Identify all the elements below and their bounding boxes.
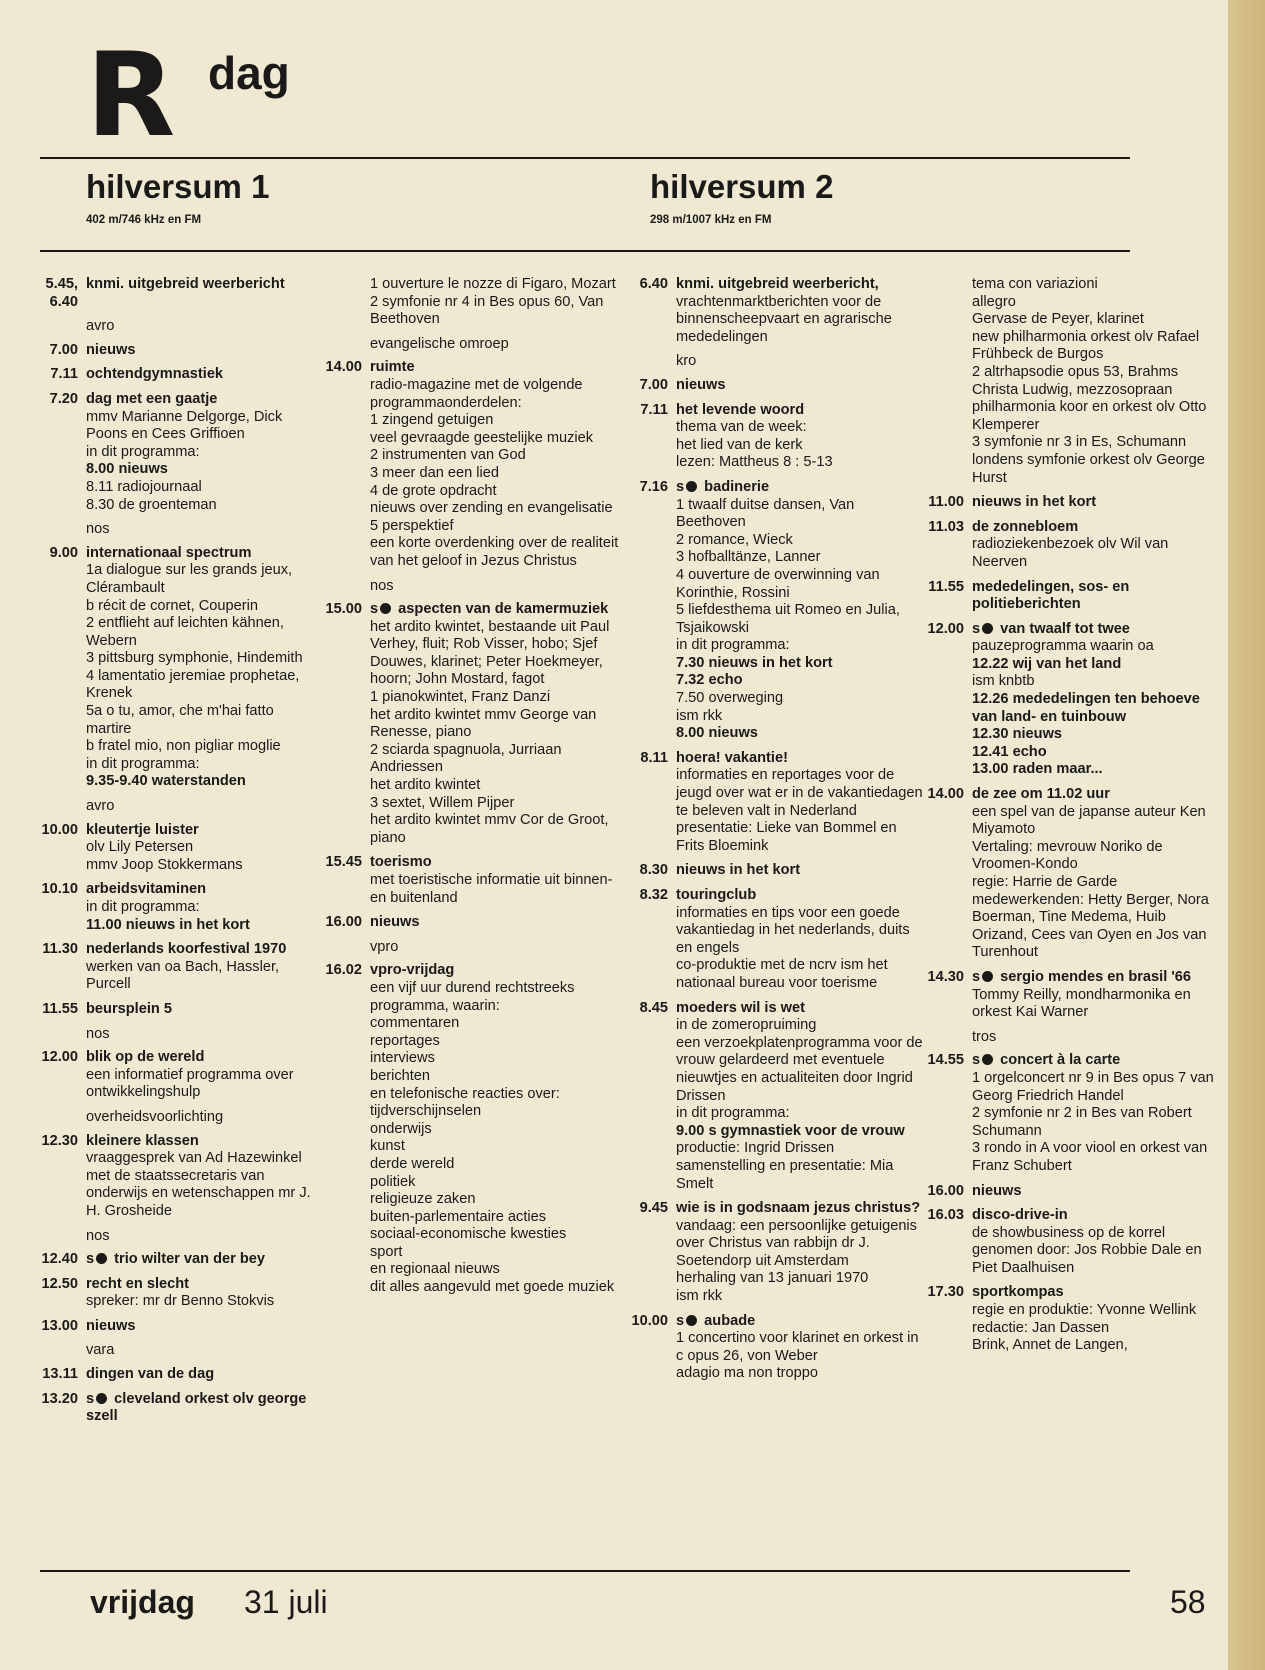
program-line: b fratel mio, non pigliar moglie xyxy=(86,738,281,755)
program-line: 4 de grote opdracht xyxy=(370,482,497,499)
program-title: s aubade xyxy=(676,1312,756,1329)
program-entry xyxy=(626,402,926,472)
program-line: 2 altrhapsodie opus 53, Brahms xyxy=(972,363,1179,380)
program-highlight: 12.26 mededelingen ten behoeve van land- en tuinbouw xyxy=(972,691,1200,725)
program-line: 1 pianokwintet, Franz Danzi xyxy=(370,689,551,706)
broadcaster-label: nos xyxy=(370,577,394,594)
program-entry xyxy=(922,494,1222,512)
program-title: moeders wil is wet xyxy=(676,999,805,1016)
program-line: 2 romance, Wieck xyxy=(676,531,793,548)
program-line: regie: Harrie de Garde xyxy=(972,874,1118,890)
program-entry xyxy=(626,1313,926,1383)
program-title: hoera! vakantie! xyxy=(676,749,788,766)
program-title: s badinerie xyxy=(676,478,770,495)
program-entry xyxy=(626,1200,926,1306)
footer-rule xyxy=(40,1570,1130,1572)
program-line: Vertaling: mevrouw Noriko de Vroomen-Kondo xyxy=(972,838,1163,873)
program-highlight: 12.22 wij van het land xyxy=(972,655,1122,672)
program-line: medewerkenden: Hetty Berger, Nora Boerman, Tine Medema, Huib Orizand, Cees van Oyen en Jos van Turenhout xyxy=(972,891,1209,961)
program-title: toerismo xyxy=(370,854,432,871)
program-line: onderwijs xyxy=(370,1120,432,1137)
program-entry xyxy=(36,276,321,311)
program-line: berichten xyxy=(370,1067,431,1084)
program-line: in dit programma: xyxy=(676,1105,790,1122)
station-name-1: hilversum 1 xyxy=(86,168,270,205)
station-freq-2: 298 m/1007 kHz en FM xyxy=(650,214,772,226)
program-line: 2 symfonie nr 4 in Bes opus 60, Van Beethoven xyxy=(370,293,604,328)
program-line: buiten-parlementaire acties xyxy=(370,1208,547,1225)
program-title: s trio wilter van der bey xyxy=(86,1251,266,1268)
program-entry xyxy=(320,854,620,907)
program-line: 3 rondo in A voor viool en orkest van Franz Schubert xyxy=(972,1140,1208,1174)
program-line: 4 ouverture de overwinning van Korinthie, Rossini xyxy=(676,566,880,601)
program-time: 11.03 xyxy=(928,518,964,535)
program-time: 7.00 xyxy=(639,376,668,393)
program-entry xyxy=(922,786,1222,962)
program-line: religieuze zaken xyxy=(370,1191,476,1208)
program-time: 13.20 xyxy=(41,1390,78,1407)
program-line: het ardito kwintet mmv George van Renesse, piano xyxy=(370,706,597,741)
program-entry xyxy=(320,359,620,570)
program-title: s aspecten van de kamermuziek xyxy=(370,601,609,618)
program-line: 1 twaalf duitse dansen, Van Beethoven xyxy=(676,496,855,531)
program-time: 13.11 xyxy=(42,1366,78,1383)
program-entry xyxy=(922,1052,1222,1175)
program-line: het lied van de kerk xyxy=(676,436,803,453)
program-entry xyxy=(36,545,321,791)
program-line: adagio ma non troppo xyxy=(676,1365,818,1382)
broadcaster-label: nos xyxy=(86,1025,110,1042)
program-entry xyxy=(626,377,926,395)
broadcaster-label: overheidsvoorlichting xyxy=(86,1108,224,1125)
program-time: 7.11 xyxy=(50,366,78,383)
program-time xyxy=(320,276,370,329)
program-line: veel gevraagde geestelijke muziek xyxy=(370,429,594,446)
program-line: tema con variazioni xyxy=(972,276,1098,292)
stereo-dot-icon xyxy=(982,971,993,982)
program-time: 8.45 xyxy=(639,999,668,1016)
program-time: 11.55 xyxy=(928,578,964,595)
program-entry xyxy=(626,750,926,856)
program-line: in dit programma: xyxy=(86,755,200,772)
program-line: allegro xyxy=(972,293,1016,310)
program-title: ochtendgymnastiek xyxy=(86,366,224,383)
program-highlight: 8.00 nieuws xyxy=(86,461,168,478)
column-4 xyxy=(922,276,1222,1362)
program-title: sportkompas xyxy=(972,1284,1064,1301)
program-time: 10.00 xyxy=(631,1312,668,1329)
stereo-dot-icon xyxy=(982,1054,993,1065)
program-line: spreker: mr dr Benno Stokvis xyxy=(86,1293,275,1310)
program-line: met toeristische informatie uit binnen- en buitenland xyxy=(370,872,613,906)
program-line: de showbusiness op de korrel genomen door: Jos Robbie Dale en Piet Daalhuisen xyxy=(972,1224,1202,1276)
program-time: 14.00 xyxy=(927,786,964,803)
program-line: lezen: Mattheus 8 : 5-13 xyxy=(676,454,833,471)
program-line: 1 orgelconcert nr 9 in Bes opus 7 van Georg Friedrich Handel xyxy=(972,1069,1214,1104)
program-entry xyxy=(36,1276,321,1311)
program-highlight: 12.41 echo xyxy=(972,743,1047,760)
program-entry xyxy=(320,601,620,847)
program-line: en regionaal nieuws xyxy=(370,1261,500,1278)
program-line: ism rkk xyxy=(676,1288,723,1305)
program-title: blik op de wereld xyxy=(86,1049,205,1066)
station-name-2: hilversum 2 xyxy=(650,168,834,205)
program-line: commentaren xyxy=(370,1015,460,1032)
header-rule xyxy=(40,250,1130,252)
program-line: ism knbtb xyxy=(972,673,1035,690)
program-time: 7.16 xyxy=(639,478,668,495)
program-time: 12.00 xyxy=(927,620,964,637)
program-time xyxy=(922,276,972,487)
program-entry xyxy=(36,1391,321,1426)
program-entry xyxy=(922,1284,1222,1354)
program-line: pauzeprogramma waarin oa xyxy=(972,638,1154,655)
program-entry xyxy=(36,366,321,384)
program-entry xyxy=(36,1049,321,1102)
program-line: 2 instrumenten van God xyxy=(370,447,526,464)
program-line: vrachtenmarktberichten voor de binnenscheepvaart en agrarische mededelingen xyxy=(676,293,892,345)
program-line: presentatie: Lieke van Bommel en Frits Bloemink xyxy=(676,820,897,854)
program-entry xyxy=(320,914,620,932)
program-title: s van twaalf tot twee xyxy=(972,620,1130,637)
broadcaster-label: nos xyxy=(86,1227,110,1244)
program-highlight: 8.00 nieuws xyxy=(676,725,758,742)
program-entry xyxy=(36,391,321,514)
program-line: samenstelling en presentatie: Mia Smelt xyxy=(676,1157,894,1192)
program-line: in de zomeropruiming xyxy=(676,1017,817,1034)
program-line: radio-magazine met de volgende programmaonderdelen: xyxy=(370,376,583,411)
program-line: ism rkk xyxy=(676,707,723,724)
program-line: b récit de cornet, Couperin xyxy=(86,597,258,614)
program-time: 8.32 xyxy=(639,887,668,903)
program-time: 12.30 xyxy=(41,1132,78,1149)
program-line: 2 sciarda spagnuola, Jurriaan Andriessen xyxy=(370,741,562,776)
program-highlight: 9.00 s gymnastiek voor de vrouw xyxy=(676,1122,905,1139)
program-entry xyxy=(36,822,321,875)
program-title: internationaal spectrum xyxy=(86,544,252,561)
program-entry xyxy=(626,479,926,743)
program-time: 12.40 xyxy=(41,1251,78,1268)
program-time: 13.00 xyxy=(41,1317,78,1334)
program-entry xyxy=(36,1133,321,1221)
program-time: 16.02 xyxy=(325,962,362,979)
program-line: 8.11 radiojournaal xyxy=(86,478,202,495)
program-title: het levende woord xyxy=(676,401,805,418)
program-line: herhaling van 13 januari 1970 xyxy=(676,1270,869,1287)
program-entry xyxy=(922,969,1222,1022)
program-line: dit alles aangevuld met goede muziek xyxy=(370,1279,615,1296)
program-title: s sergio mendes en brasil '66 xyxy=(972,968,1192,985)
program-title: beursplein 5 xyxy=(86,1000,172,1017)
program-title: disco-drive-in xyxy=(972,1207,1068,1224)
program-entry xyxy=(36,342,321,360)
program-title: dingen van de dag xyxy=(86,1366,215,1383)
program-title: nieuws in het kort xyxy=(676,862,801,879)
program-entry xyxy=(36,881,321,934)
program-line: 5 liefdesthema uit Romeo en Julia, Tsjaikowski xyxy=(676,602,900,636)
program-title: kleutertje luister xyxy=(86,821,199,838)
program-line: informaties en reportages voor de jeugd over wat er in de vakantiedagen te beleven valt in Nederland xyxy=(676,767,923,819)
program-line: en telefonische reacties over: xyxy=(370,1085,560,1102)
program-title: nieuws xyxy=(86,1317,136,1334)
program-line: 7.50 overweging xyxy=(676,690,784,707)
program-time: 8.30 xyxy=(639,862,668,879)
program-title: arbeidsvitaminen xyxy=(86,881,207,898)
program-title: nieuws xyxy=(972,1182,1022,1199)
program-highlight: 11.00 nieuws in het kort xyxy=(86,916,250,933)
program-line: olv Lily Petersen xyxy=(86,839,194,856)
program-title: recht en slecht xyxy=(86,1275,190,1292)
program-entry xyxy=(36,1318,321,1336)
program-line: Tommy Reilly, mondharmonika en orkest Kai Warner xyxy=(972,986,1191,1021)
program-entry xyxy=(922,276,1222,487)
program-line: 1 zingend getuigen xyxy=(370,412,494,429)
program-time: 14.00 xyxy=(325,359,362,376)
program-line: 3 meer dan een lied xyxy=(370,464,499,481)
program-title: nederlands koorfestival 1970 xyxy=(86,941,287,958)
column-2 xyxy=(320,276,620,1304)
program-title: vpro-vrijdag xyxy=(370,962,455,979)
station-freq-1: 402 m/746 kHz en FM xyxy=(86,214,202,226)
program-time: 15.00 xyxy=(325,601,362,618)
program-line: 3 symfonie nr 3 in Es, Schumann xyxy=(972,434,1187,451)
program-line: 3 pittsburg symphonie, Hindemith xyxy=(86,650,303,667)
stereo-dot-icon xyxy=(686,481,697,492)
program-line: werken van oa Bach, Hassler, Purcell xyxy=(86,958,280,993)
broadcaster-label: vara xyxy=(86,1342,115,1359)
program-line: 4 lamentatio jeremiae prophetae, Krenek xyxy=(86,667,300,702)
program-entry xyxy=(922,1207,1222,1277)
broadcaster-label: nos xyxy=(86,521,110,538)
program-entry xyxy=(626,276,926,346)
program-time: 10.10 xyxy=(41,881,78,898)
program-line: philharmonia koor en orkest olv Otto Klemperer xyxy=(972,399,1207,433)
program-line: vraaggesprek van Ad Hazewinkel met de staatssecretaris van onderwijs en wetenschappen mr J. H. Grosheide xyxy=(86,1150,311,1219)
program-title: wie is in godsnaam jezus christus? xyxy=(676,1200,921,1217)
program-time: 7.20 xyxy=(49,390,78,407)
program-title: de zee om 11.02 uur xyxy=(972,786,1110,803)
program-time: 15.45 xyxy=(325,854,362,871)
program-line: Gervase de Peyer, klarinet xyxy=(972,311,1144,328)
program-line: 1 concertino voor klarinet en orkest in c opus 26, von Weber xyxy=(676,1330,919,1364)
program-line: 2 symfonie nr 2 in Bes van Robert Schumann xyxy=(972,1105,1192,1139)
program-entry xyxy=(36,1366,321,1384)
program-line: Brink, Annet de Langen, xyxy=(972,1337,1128,1354)
program-entry xyxy=(320,962,620,1296)
program-line: 3 hofballtänze, Lanner xyxy=(676,549,821,566)
column-3 xyxy=(626,276,926,1390)
program-time: 7.00 xyxy=(49,341,78,358)
program-time: 10.00 xyxy=(41,821,78,838)
program-entry xyxy=(922,621,1222,779)
program-line: interviews xyxy=(370,1050,435,1067)
logo-letter: R xyxy=(86,28,172,163)
program-title: knmi. uitgebreid weerbericht, xyxy=(676,276,879,292)
program-entry xyxy=(626,1000,926,1194)
program-line: nieuws over zending en evangelisatie xyxy=(370,500,613,517)
program-line: 5a o tu, amor, che m'hai fatto martire xyxy=(86,703,274,737)
program-line: mmv Joop Stokkermans xyxy=(86,856,243,873)
program-time: 11.30 xyxy=(42,941,78,958)
broadcaster-label: avro xyxy=(86,798,115,815)
broadcaster-label: kro xyxy=(676,353,697,370)
program-line: productie: Ingrid Drissen xyxy=(676,1140,835,1157)
program-line: tijdverschijnselen xyxy=(370,1103,482,1120)
program-line: een informatief programma over ontwikkelingshulp xyxy=(86,1066,294,1101)
program-line: informaties en tips voor een goede vakantiedag in het nederlands, duits en engels xyxy=(676,904,910,956)
program-title: s concert à la carte xyxy=(972,1052,1121,1069)
program-line: het ardito kwintet xyxy=(370,777,481,794)
program-line: politiek xyxy=(370,1173,416,1190)
program-line: in dit programma: xyxy=(86,443,200,460)
footer-day: vrijdag xyxy=(90,1584,195,1620)
program-time: 14.30 xyxy=(927,968,964,985)
stereo-dot-icon xyxy=(380,603,391,614)
program-entry xyxy=(36,1251,321,1269)
program-entry xyxy=(36,941,321,994)
broadcaster-label: evangelische omroep xyxy=(370,335,509,352)
program-title: knmi. uitgebreid weerbericht xyxy=(86,276,285,292)
program-line: kunst xyxy=(370,1138,405,1155)
broadcaster-label: tros xyxy=(972,1028,997,1045)
program-entry xyxy=(320,276,620,329)
program-title: mededelingen, sos- en politieberichten xyxy=(972,578,1130,613)
program-highlight: 7.30 nieuws in het kort xyxy=(676,654,833,671)
program-time: 7.11 xyxy=(640,401,668,418)
program-line: een korte overdenking over de realiteit van het geloof in Jezus Christus xyxy=(370,535,619,569)
program-time: 5.45, 6.40 xyxy=(45,276,78,310)
program-title: nieuws in het kort xyxy=(972,494,1097,511)
program-time: 9.45 xyxy=(639,1200,668,1217)
program-line: een verzoekplatenprogramma voor de vrouw gelardeerd met eventuele nieuwtjes en actualiteiten door Ingrid Drissen xyxy=(676,1034,923,1104)
program-title: dag met een gaatje xyxy=(86,390,218,407)
program-line: londens symfonie orkest olv George Hurst xyxy=(972,451,1205,486)
program-line: new philharmonia orkest olv Rafael Frühbeck de Burgos xyxy=(972,328,1200,363)
program-line: het ardito kwintet, bestaande uit Paul Verhey, fluit; Rob Visser, hobo; Sjef Douwes, klarinet; Peter Hoekmeyer, hoorn; John Mostard, fagot xyxy=(370,618,610,688)
page-number: 58 xyxy=(1170,1584,1206,1620)
page-edge xyxy=(1228,0,1265,1670)
program-time: 16.00 xyxy=(325,914,362,931)
stereo-dot-icon xyxy=(96,1253,107,1264)
program-entry xyxy=(36,1001,321,1019)
program-title: kleinere klassen xyxy=(86,1132,199,1149)
program-time: 14.55 xyxy=(927,1052,964,1069)
program-line: regie en produktie: Yvonne Wellink xyxy=(972,1302,1197,1319)
stereo-dot-icon xyxy=(982,623,993,634)
program-title: ruimte xyxy=(370,359,415,376)
program-time: 11.00 xyxy=(928,494,964,511)
program-highlight: 9.35-9.40 waterstanden xyxy=(86,773,246,790)
program-line: redactie: Jan Dassen xyxy=(972,1319,1110,1336)
top-rule xyxy=(40,157,1130,159)
program-highlight: 12.30 nieuws xyxy=(972,726,1063,743)
footer-date: 31 juli xyxy=(244,1584,328,1620)
program-time: 12.50 xyxy=(41,1275,78,1292)
program-entry xyxy=(626,862,926,880)
program-entry xyxy=(922,519,1222,572)
program-time: 12.00 xyxy=(41,1049,78,1066)
program-line: 8.30 de groenteman xyxy=(86,496,217,513)
program-line: 3 sextet, Willem Pijper xyxy=(370,794,515,811)
program-line: een spel van de japanse auteur Ken Miyamoto xyxy=(972,803,1206,838)
program-entry xyxy=(922,1183,1222,1201)
program-title: nieuws xyxy=(370,914,420,931)
program-line: 5 perspektief xyxy=(370,517,454,534)
program-line: radioziekenbezoek olv Wil van Neerven xyxy=(972,536,1169,570)
program-line: een vijf uur durend rechtstreeks programma, waarin: xyxy=(370,979,575,1014)
program-line: mmv Marianne Delgorge, Dick Poons en Cees Griffioen xyxy=(86,408,283,443)
program-line: thema van de week: xyxy=(676,419,807,436)
broadcaster-label: vpro xyxy=(370,938,399,955)
program-line: vandaag: een persoonlijke getuigenis over Christus van rabbijn dr J. Soetendorp uit Amsterdam xyxy=(676,1217,917,1269)
program-title: nieuws xyxy=(86,341,136,358)
program-time: 8.11 xyxy=(640,749,668,766)
program-line: derde wereld xyxy=(370,1155,455,1172)
program-line: reportages xyxy=(370,1032,440,1049)
program-highlight: 13.00 raden maar... xyxy=(972,761,1103,778)
program-title: s cleveland orkest olv george szell xyxy=(86,1390,307,1425)
program-line: Christa Ludwig, mezzosopraan xyxy=(972,381,1173,398)
program-line: 1a dialogue sur les grands jeux, Clérambault xyxy=(86,562,293,596)
program-title: de zonnebloem xyxy=(972,518,1079,535)
program-line: het ardito kwintet mmv Cor de Groot, piano xyxy=(370,812,609,846)
stereo-dot-icon xyxy=(686,1315,697,1326)
logo-word: dag xyxy=(208,47,290,99)
program-entry xyxy=(922,579,1222,614)
program-time: 9.00 xyxy=(49,544,78,561)
program-entry xyxy=(626,887,926,993)
broadcaster-label: avro xyxy=(86,318,115,335)
program-time: 17.30 xyxy=(927,1284,964,1301)
program-time: 16.00 xyxy=(927,1182,964,1199)
program-highlight: 7.32 echo xyxy=(676,672,743,689)
program-time: 6.40 xyxy=(639,276,668,292)
program-line: sport xyxy=(370,1243,403,1260)
program-line: sociaal-economische kwesties xyxy=(370,1226,567,1243)
stereo-dot-icon xyxy=(96,1393,107,1404)
column-1 xyxy=(36,276,321,1433)
program-line: co-produktie met de ncrv ism het nationaal bureau voor toerisme xyxy=(676,957,888,991)
program-time: 16.03 xyxy=(927,1207,964,1224)
program-line: in dit programma: xyxy=(86,899,200,915)
program-line: 2 entflieht auf leichten kähnen, Webern xyxy=(86,615,284,649)
program-time: 11.55 xyxy=(42,1000,78,1017)
program-title: nieuws xyxy=(676,376,726,393)
program-line: 1 ouverture le nozze di Figaro, Mozart xyxy=(370,276,616,292)
program-title: touringclub xyxy=(676,887,757,903)
program-line: in dit programma: xyxy=(676,637,790,654)
